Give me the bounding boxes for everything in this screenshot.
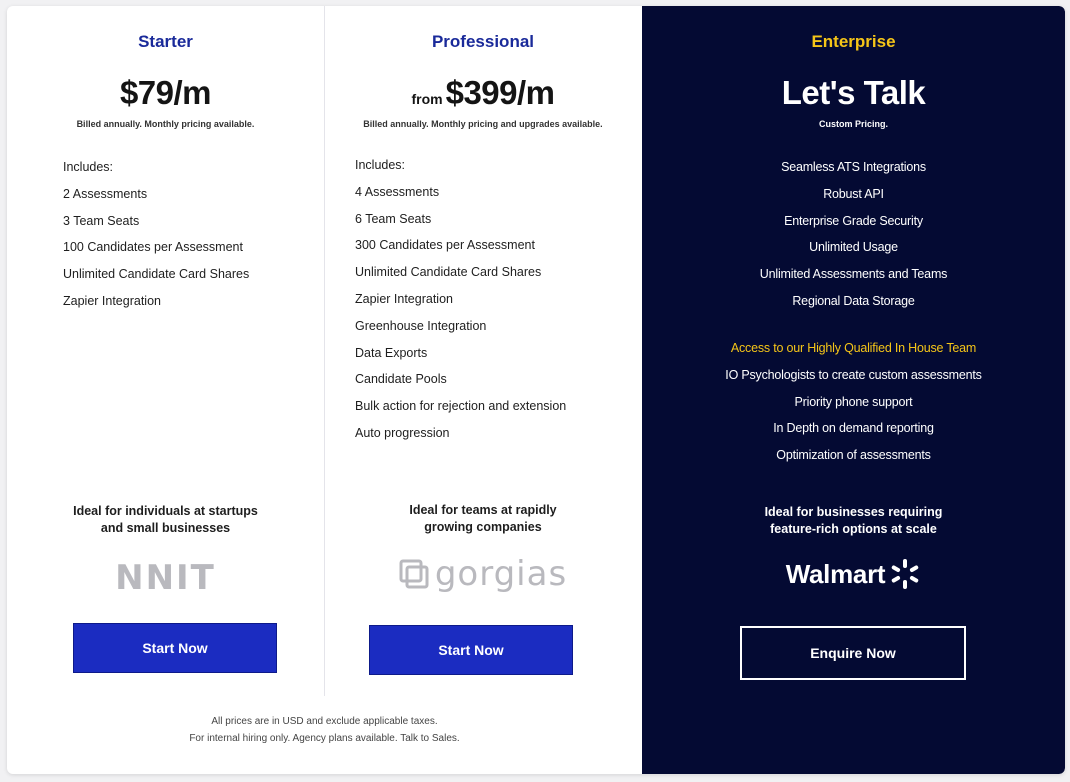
walmart-wordmark: Walmart [785,558,886,589]
spark-icon [889,558,921,590]
ideal-for-line: and small businesses [100,521,231,535]
feature-item: In Depth on demand reporting [773,421,934,436]
feature-item: 2 Assessments [63,186,148,201]
plan-price: Let's Talk [781,74,926,111]
gorgias-wordmark: gorgias [434,554,568,594]
feature-item: 300 Candidates per Assessment [355,238,535,253]
feature-list [355,152,566,447]
walmart-logo [642,558,1065,590]
feature-list [63,154,249,315]
start-now-button-starter[interactable]: Start Now [73,623,277,673]
feature-item: Candidate Pools [355,372,447,387]
plan-title: Enterprise [811,32,896,51]
feature-item: 100 Candidates per Assessment [63,240,243,255]
ideal-for-line: growing companies [424,520,542,534]
feature-list [642,154,1065,315]
plan-professional [324,6,642,774]
pricing-card [7,6,1065,774]
feature-item: Includes: [355,158,406,172]
ideal-for [7,503,324,537]
footnote-line: For internal hiring only. Agency plans available. Talk to Sales. [189,733,460,744]
gorgias-mark-icon [399,559,429,589]
feature-item: Unlimited Assessments and Teams [759,267,948,282]
plan-title: Professional [431,32,535,51]
feature-item: 4 Assessments [355,184,440,199]
feature-item: Unlimited Candidate Card Shares [355,265,542,280]
feature-item: Auto progression [355,425,450,440]
plan-price: $79/m [119,74,212,111]
billing-note: Custom Pricing. [818,119,888,129]
feature-item: 6 Team Seats [355,211,432,226]
feature-item: Zapier Integration [63,293,161,308]
start-now-button-professional[interactable]: Start Now [369,625,573,675]
ideal-for-line: Ideal for businesses requiring [764,505,943,519]
team-feature-list [642,335,1065,469]
enquire-now-button[interactable]: Enquire Now [740,626,966,680]
feature-item: Unlimited Candidate Card Shares [63,267,250,282]
ideal-for [642,504,1065,538]
footnote-line: All prices are in USD and exclude applicable taxes. [211,716,438,727]
billing-note: Billed annually. Monthly pricing available. [76,119,255,129]
plan-starter [7,6,324,774]
plan-enterprise [642,6,1065,774]
pricing-footnote [7,713,642,747]
nnit-logo: NNIT [115,558,216,598]
feature-item: Data Exports [355,345,428,360]
feature-item: Seamless ATS Integrations [781,160,926,174]
feature-item: Enterprise Grade Security [784,213,923,228]
billing-note: Billed annually. Monthly pricing and upgrades available. [363,119,603,129]
ideal-for [324,502,642,536]
gorgias-logo [324,554,642,594]
team-heading: Access to our Highly Qualified In House Team [730,341,977,355]
feature-item: 3 Team Seats [63,213,140,228]
plan-price [324,74,642,112]
feature-item: Regional Data Storage [792,293,915,308]
ideal-for-line: feature-rich options at scale [770,522,937,536]
price-prefix: from [411,91,443,107]
plan-title: Starter [138,32,193,51]
feature-item: Optimization of assessments [776,448,931,463]
feature-item: Priority phone support [794,394,913,409]
feature-item: Includes: [63,160,114,174]
feature-item: Zapier Integration [355,291,453,306]
feature-item: Unlimited Usage [809,240,898,255]
feature-item: Bulk action for rejection and extension [355,399,567,414]
ideal-for-line: Ideal for teams at rapidly [409,503,557,517]
ideal-for-line: Ideal for individuals at startups [73,504,258,518]
feature-item: Greenhouse Integration [355,318,487,333]
feature-item: IO Psychologists to create custom assessments [725,367,982,382]
feature-item: Robust API [823,186,884,201]
price-value: $399/m [445,74,555,111]
